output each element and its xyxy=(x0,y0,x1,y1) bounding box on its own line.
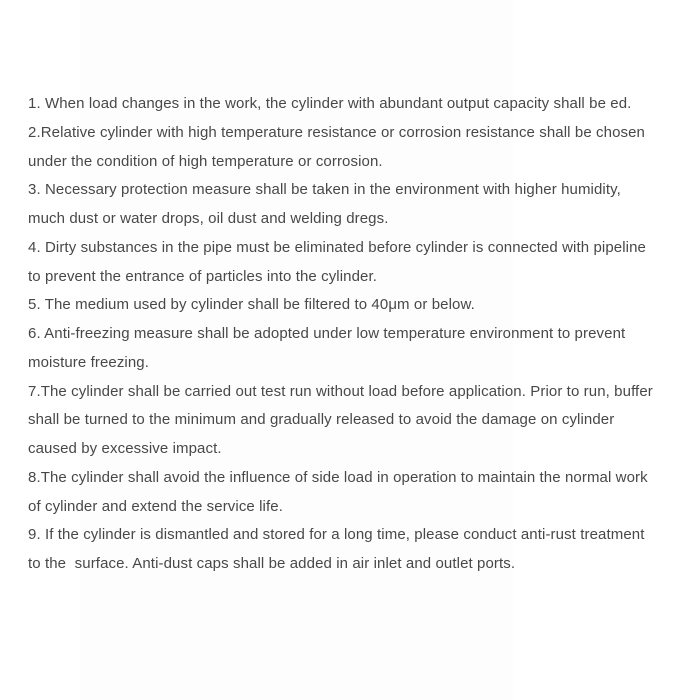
instruction-line: 9. If the cylinder is dismantled and stored for a long time, please conduct anti-rust treatment xyxy=(28,526,645,544)
instruction-line: 1. When load changes in the work, the cylinder with abundant output capacity shall be ed. xyxy=(28,95,632,112)
instruction-line: of cylinder and extend the service life. xyxy=(28,497,283,515)
instruction-line: 4. Dirty substances in the pipe must be eliminated before cylinder is connected with pipeline xyxy=(28,238,646,256)
instruction-line: under the condition of high temperature or corrosion. xyxy=(28,152,383,170)
instruction-line: 6. Anti-freezing measure shall be adopted under low temperature environment to prevent xyxy=(28,325,626,342)
instruction-line: shall be turned to the minimum and gradually released to avoid the damage on cylinder xyxy=(28,411,615,429)
instructions-text-block xyxy=(28,90,653,579)
instruction-line: 8.The cylinder shall avoid the influence of side load in operation to maintain the normal work xyxy=(28,468,648,486)
instruction-line: to the surface. Anti-dust caps shall be added in air inlet and outlet ports. xyxy=(28,555,516,572)
instruction-line: 5. The medium used by cylinder shall be filtered to 40μm or below. xyxy=(28,296,475,314)
instruction-line: caused by excessive impact. xyxy=(28,440,222,457)
instruction-line: moisture freezing. xyxy=(28,353,150,371)
instruction-line: to prevent the entrance of particles into the cylinder. xyxy=(28,267,378,285)
instruction-line: 2.Relative cylinder with high temperature resistance or corrosion resistance shall be chosen xyxy=(28,123,645,141)
instruction-line: much dust or water drops, oil dust and welding dregs. xyxy=(28,210,389,227)
instruction-line: 3. Necessary protection measure shall be taken in the environment with higher humidity, xyxy=(28,181,621,199)
instruction-line: 7.The cylinder shall be carried out test run without load before application. Prior to run, buffer xyxy=(28,382,653,400)
